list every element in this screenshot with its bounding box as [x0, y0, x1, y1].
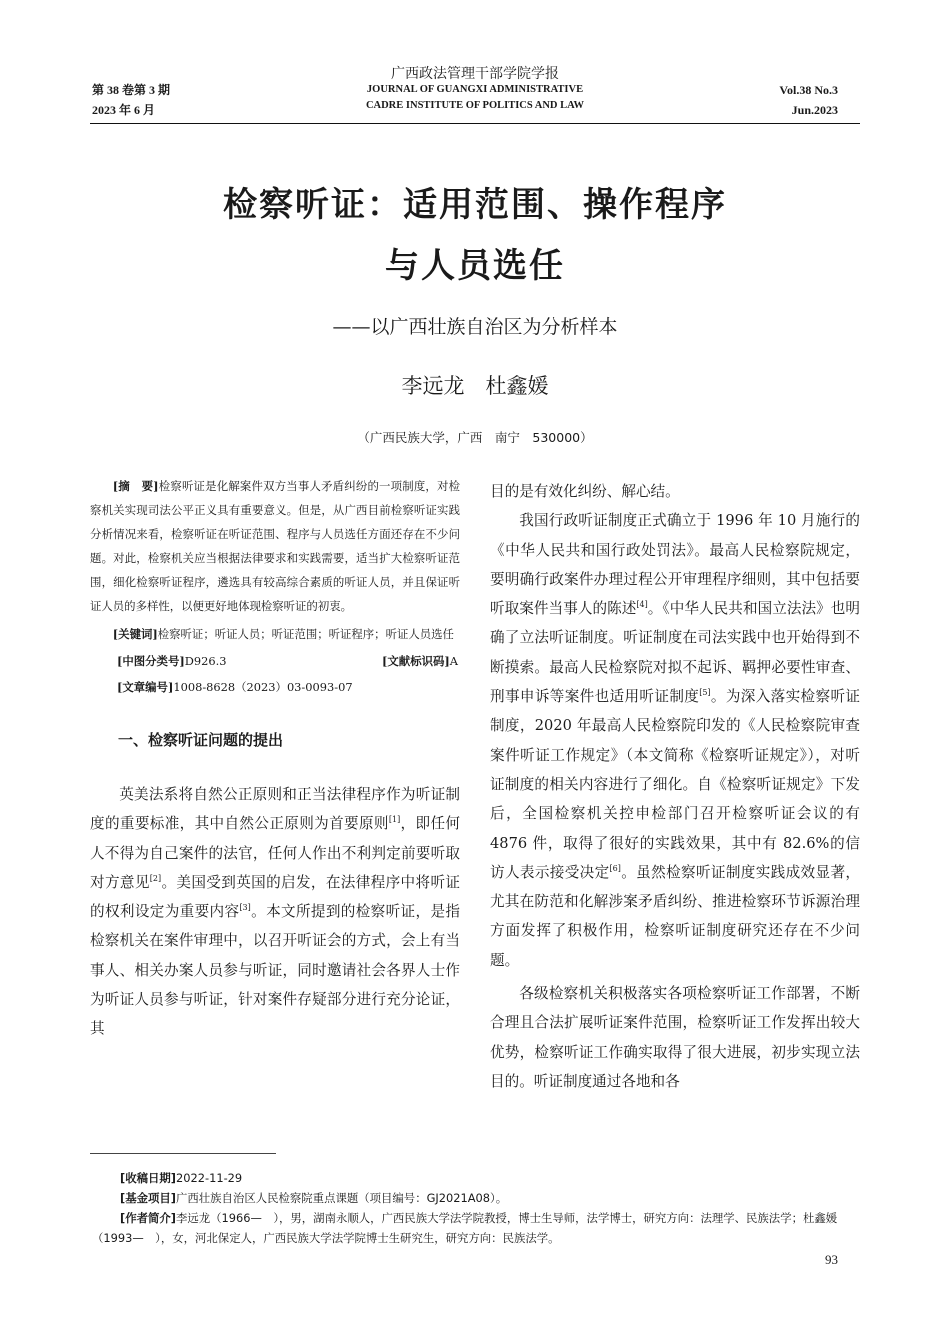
journal-name-cn: 广西政法管理干部学院学报: [391, 66, 559, 82]
footnote-divider: [90, 1153, 276, 1154]
fund-label: [基金项目]: [120, 1191, 176, 1205]
body-paragraph-continued: 目的是有效化纠纷、解心结。: [490, 483, 680, 500]
citation-ref: [1]: [388, 815, 401, 825]
text-run: ，即任何人不得为自己案件的法官，任何人作出不利判定前要听取对方意见: [90, 815, 460, 891]
running-header-journal: [300, 66, 650, 114]
author-bio-label: [作者简介]: [120, 1211, 176, 1225]
header-divider: [90, 123, 860, 124]
abstract-label: [摘 要]: [112, 479, 159, 493]
journal-name-en-1: JOURNAL OF GUANGXI ADMINISTRATIVE: [366, 84, 584, 95]
text-run: 英美法系将自然公正原则和正当法律程序作为听证制度的重要标准，其中自然公正原则为首要原则: [90, 786, 460, 833]
volume-issue: 第 38 卷第 3 期: [92, 83, 171, 97]
running-header-right: [779, 80, 838, 120]
issue-date: 2023 年 6 月: [92, 103, 156, 117]
doc-code: [382, 648, 458, 674]
page-number: 93: [825, 1252, 838, 1267]
text-run: 。美国受到英国的启发，在法律程序中将听证的权利设定为重要内容: [90, 873, 460, 921]
classification-row: [90, 648, 460, 674]
author-bio: [92, 1208, 862, 1248]
abstract-text: 检察听证是化解案件双方当事人矛盾纠纷的一项制度，对检察机关实现司法公平正义具有重要意义。但是，从广西目前检察听证实践分析情况来看，检察听证在听证范围、程序与人员选任方面还存在不少问题。对此，检察机关应当根据法律要求和实践需要，适当扩大检察听证范围，细化检察听证程序，遴选具有较高综合素质的听证人员，并且保证听证人员的多样性，以便更好地体现检察听证的初衷。: [90, 479, 460, 613]
received-label: [收稿日期]: [120, 1171, 176, 1185]
received-value: 2022-11-29: [175, 1171, 243, 1185]
keywords-label: [关键词]: [112, 627, 158, 641]
received-date: [92, 1168, 862, 1188]
footnotes: [92, 1168, 862, 1248]
volume-issue-en: Vol.38 No.3: [779, 83, 838, 97]
text-run: 。本文所提到的检察听证，是指检察机关在案件审理中，以召开听证会的方式，会上有当事人、相关办案人员参与听证，同时邀请社会各界人士作为听证人员参与听证，针对案件存疑部分进行充分论证，其: [90, 903, 460, 1038]
doc-code-value: A: [449, 654, 458, 668]
citation-ref: [4]: [636, 600, 648, 610]
running-header-left: [92, 80, 170, 120]
article-number-row: [90, 674, 460, 700]
body-paragraph: [490, 506, 860, 975]
text-run: 。《中华人民共和国立法法》也明确了立法听证制度。听证制度在司法实践中也开始得到不断摸索。最高人民检察院对拟不起诉、羁押必要性审查、刑事申诉等案件也适用听证制度: [490, 600, 860, 706]
text-run: 。虽然检察听证制度实践成效显著，尤其在防范和化解涉案矛盾纠纷、推进检察环节诉源治理方面发挥了积极作用，检察听证制度研究还存在不少问题。: [490, 863, 860, 969]
issue-date-en: Jun.2023: [791, 103, 838, 117]
text-run: 我国行政听证制度正式确立于 1996 年 10 月施行的《中华人民共和国行政处罚法》。最高人民检察院规定，要明确行政案件办理过程公开审理程序细则，其中包括要听取案件当事人的陈述: [490, 512, 860, 618]
clc-value: D926.3: [184, 654, 227, 668]
author-bio-value: 李远龙（1966— ），男，湖南永顺人，广西民族大学法学院教授，博士生导师，法学博士，研究方向：法理学、民族法学；杜鑫媛（1993— ），女，河北保定人，广西民族大学法学院博士生研究生，研究方向：民族法学。: [92, 1211, 838, 1245]
journal-name-en-2: CADRE INSTITUTE OF POLITICS AND LAW: [365, 100, 585, 111]
article-title-line1: 检察听证：适用范围、操作程序: [223, 185, 727, 225]
doc-code-label: [文献标识码]: [382, 654, 450, 668]
article-number-label: [文章编号]: [117, 680, 174, 694]
article-number-value: 1008-8628（2023）03-0093-07: [173, 680, 353, 694]
citation-ref: [2]: [149, 873, 162, 883]
body-paragraph: [90, 780, 460, 1044]
article-title-line2: 与人员选任: [385, 246, 565, 286]
right-column: [490, 477, 860, 1096]
abstract: [90, 474, 460, 618]
author-names: 李远龙 杜鑫媛: [401, 374, 549, 398]
left-column: [90, 474, 460, 1044]
citation-ref: [5]: [699, 688, 711, 698]
citation-ref: [3]: [239, 903, 251, 913]
clc-label: [中图分类号]: [117, 654, 185, 668]
fund-value: 广西壮族自治区人民检察院重点课题（项目编号：GJ2021A08）。: [175, 1191, 508, 1205]
author-affiliation: （广西民族大学，广西 南宁 530000）: [357, 430, 593, 445]
section-heading: 一、检察听证问题的提出: [118, 731, 284, 749]
citation-ref: [6]: [609, 863, 621, 873]
keywords-text: 检察听证；听证人员；听证范围；听证程序；听证人员选任: [157, 627, 454, 641]
keywords: [90, 622, 460, 646]
text-run: 。为深入落实检察听证制度，2020 年最高人民检察院印发的《人民检察院审查案件听证工作规定》（本文简称《检察听证规定》），对听证制度的相关内容进行了细化。自《检察听证规定》下发后，全国检察机关控申检部门召开检察听证会议的有 4876 件，取得了很好的实践效果，其中有 82.6%的信访人表示接受决定: [490, 688, 860, 881]
body-paragraph: 各级检察机关积极落实各项检察听证工作部署，不断合理且合法扩展听证案件范围，检察听证工作发挥出较大优势，检察听证工作确实取得了很大进展，初步实现立法目的。听证制度通过各地和各: [490, 985, 860, 1090]
fund-project: [92, 1188, 862, 1208]
article-subtitle: ——以广西壮族自治区为分析样本: [332, 316, 618, 338]
